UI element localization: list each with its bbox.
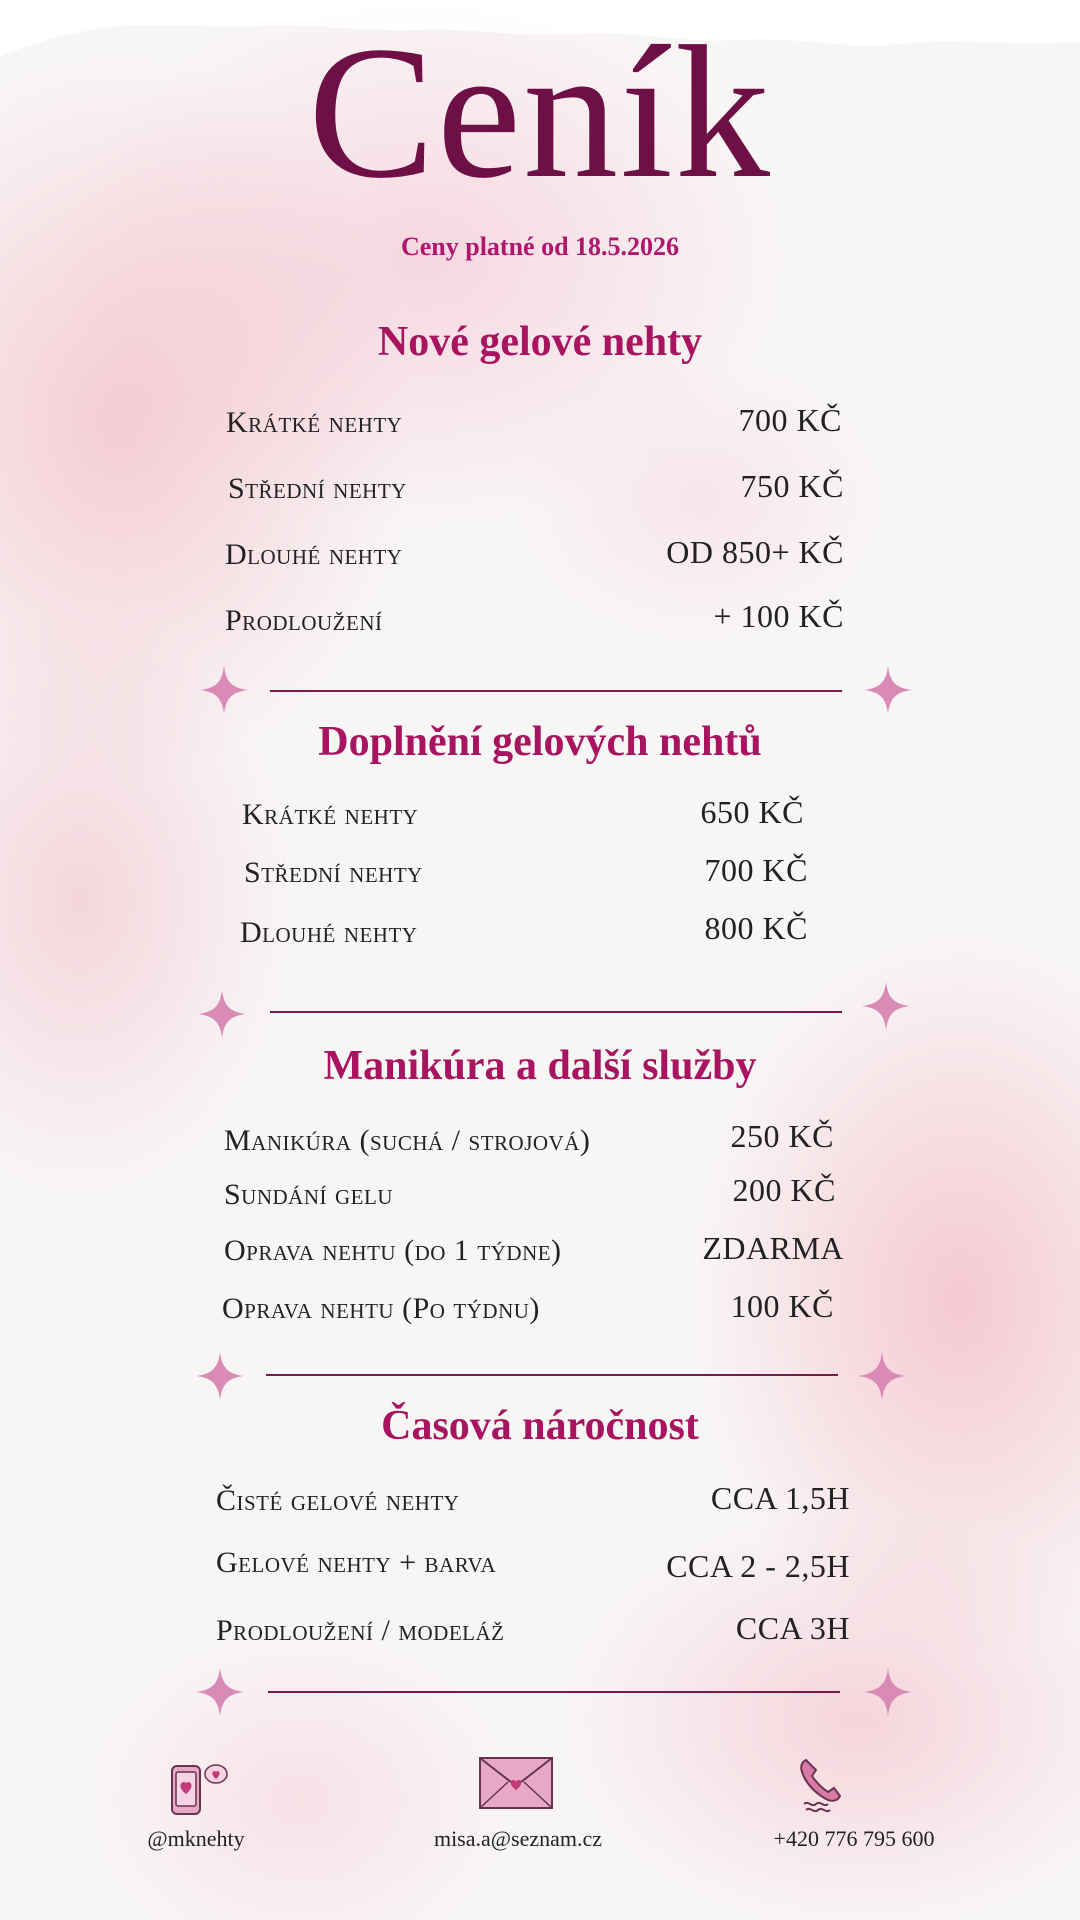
star-icon: [196, 1668, 244, 1716]
email-address[interactable]: misa.a@seznam.cz: [433, 1826, 603, 1851]
service-label: Sundání gelu: [224, 1178, 393, 1211]
section-divider: [268, 1691, 840, 1693]
star-icon: [200, 666, 248, 714]
service-label: Oprava nehtu (do 1 týdne): [224, 1234, 562, 1267]
star-icon: [196, 1352, 244, 1400]
service-label: Čisté gelové nehty: [216, 1484, 460, 1517]
service-price: 200 KČ: [732, 1172, 836, 1208]
service-price: CCA 1,5H: [710, 1480, 850, 1516]
section-title-new-gel: Nové gelové nehty: [377, 319, 703, 365]
service-label: Manikúra (suchá / strojová): [224, 1124, 591, 1157]
section-title-manicure: Manikúra a další služby: [323, 1043, 757, 1089]
star-icon: [198, 990, 246, 1038]
service-price: 700 KČ: [704, 852, 808, 888]
star-icon: [862, 982, 910, 1030]
service-price: 800 KČ: [704, 910, 808, 946]
section-divider: [270, 690, 842, 692]
service-price: 700 KČ: [738, 402, 842, 438]
service-price: 250 KČ: [730, 1118, 834, 1154]
star-icon: [864, 1668, 912, 1716]
star-icon: [858, 1352, 906, 1400]
page-title: Ceník: [308, 8, 772, 218]
service-price: CCA 3H: [735, 1610, 850, 1646]
service-label: Střední nehty: [244, 856, 423, 889]
service-price: CCA 2 - 2,5H: [666, 1548, 850, 1584]
phone-number[interactable]: +420 776 795 600: [773, 1826, 935, 1851]
service-label: Prodloužení: [225, 604, 383, 637]
service-label: Gelové nehty + barva: [216, 1546, 497, 1579]
section-title-refill: Doplnění gelových nehtů: [318, 719, 762, 765]
service-price: OD 850+ KČ: [666, 534, 844, 570]
envelope-heart-icon: [478, 1756, 554, 1810]
section-title-duration: Časová náročnost: [381, 1403, 699, 1449]
validity-subtitle: Ceny platné od 18.5.2026: [400, 232, 680, 261]
service-price: ZDARMA: [702, 1230, 844, 1266]
service-price: 650 KČ: [700, 794, 804, 830]
smartphone-heart-icon: [168, 1760, 230, 1818]
service-label: Krátké nehty: [242, 798, 419, 831]
service-label: Krátké nehty: [226, 406, 403, 439]
telephone-icon: [796, 1756, 850, 1818]
instagram-handle[interactable]: @mknehty: [147, 1826, 245, 1851]
section-divider: [270, 1011, 842, 1013]
service-price: 750 KČ: [740, 468, 844, 504]
service-price: 100 KČ: [730, 1288, 834, 1324]
service-label: Dlouhé nehty: [240, 916, 418, 949]
service-label: Prodloužení / modeláž: [216, 1614, 505, 1647]
service-price: + 100 KČ: [713, 598, 844, 634]
service-label: Střední nehty: [228, 472, 407, 505]
star-icon: [864, 666, 912, 714]
service-label: Oprava nehtu (Po týdnu): [222, 1292, 540, 1325]
service-label: Dlouhé nehty: [225, 538, 403, 571]
section-divider: [266, 1374, 838, 1376]
